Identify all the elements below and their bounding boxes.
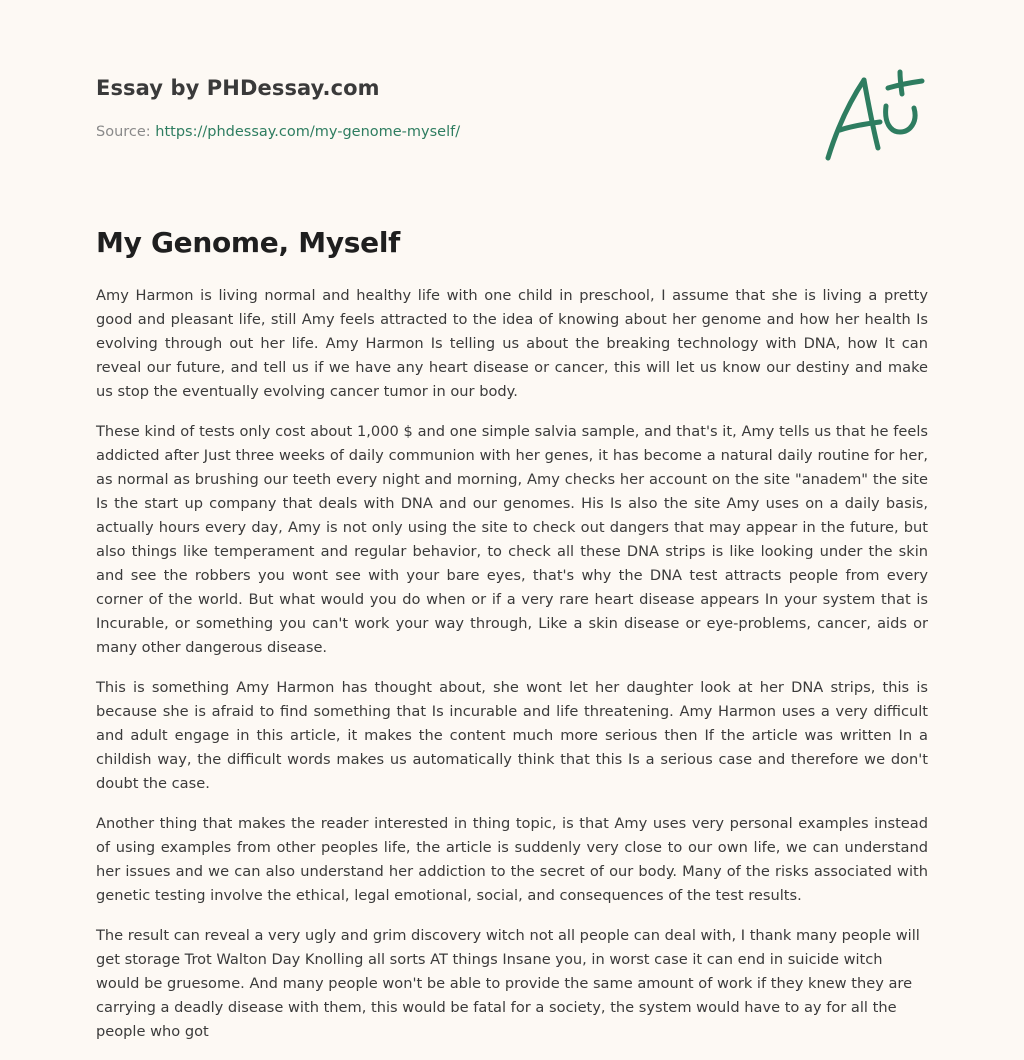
essay-paragraph: The result can reveal a very ugly and grim discovery witch not all people can deal with, I thank many people will get storage Trot Walton Day Knolling all sorts AT things Insane you, in worst case it can end in suicide witch would be gruesome. And many people won't be able to provide the same amount of work if they knew they are carrying a deadly disease with them, this would be fatal for a society, the system would have to ay for all the people who got bbox=[96, 927, 920, 1040]
essay-paragraph: These kind of tests only cost about 1,000 $ and one simple salvia sample, and that's it, Amy tells us that he feels addicted after Just three weeks of daily communion with her genes, it has become a natural daily routine for her, as normal as brushing our teeth every night and morning, Amy checks her account on the site "anadem" the site Is the start up company that deals with DNA and our genomes. His Is also the site Amy uses on a daily basis, actually hours every day, Amy is not only using the site to check out dangers that may appear in the future, but also things like temperament and regular behavior, to check all these DNA strips is like looking under the skin and see the robbers you wont see with your bare eyes, that's why the DNA test attracts people from every corner of the world. But what would you do when or if a very rare heart disease appears In your system that is Incurable, or something you can't work your way through, Like a skin disease or eye-problems, cancer, aids or many other dangerous disease. bbox=[96, 423, 928, 656]
source-line bbox=[96, 124, 460, 140]
brand-title: Essay by PHDessay.com bbox=[96, 76, 380, 100]
essay-body bbox=[96, 284, 928, 1060]
essay-title: My Genome, Myself bbox=[96, 226, 401, 259]
essay-paragraph: This is something Amy Harmon has thought about, she wont let her daughter look at her DNA strips, this is because she is afraid to find something that Is incurable and life threatening. Amy Harmon uses a very difficult and adult engage in this article, it makes the content much more serious then If the article was written In a childish way, the difficult words makes us automatically think that this Is a serious case and therefore we don't doubt the case. bbox=[96, 679, 928, 792]
source-link[interactable]: https://phdessay.com/my-genome-myself/ bbox=[155, 124, 461, 140]
essay-paragraph: Another thing that makes the reader interested in thing topic, is that Amy uses very personal examples instead of using examples from other peoples life, the article is suddenly very close to our own life, we can understand her issues and we can also understand her addiction to the secret of our body. Many of the risks associated with genetic testing involve the ethical, legal emotional, social, and consequences of the test results. bbox=[96, 815, 928, 904]
essay-paragraph: Amy Harmon is living normal and healthy life with one child in preschool, I assume that she is living a pretty good and pleasant life, still Amy feels attracted to the idea of knowing about her genome and how her health Is evolving through out her life. Amy Harmon Is telling us about the breaking technology with DNA, how It can reveal our future, and tell us if we have any heart disease or cancer, this will let us know our destiny and make us stop the eventually evolving cancer tumor in our body. bbox=[96, 287, 928, 400]
page-header bbox=[96, 0, 928, 180]
source-label: Source: bbox=[96, 124, 151, 140]
a-plus-grade-icon bbox=[824, 66, 928, 166]
